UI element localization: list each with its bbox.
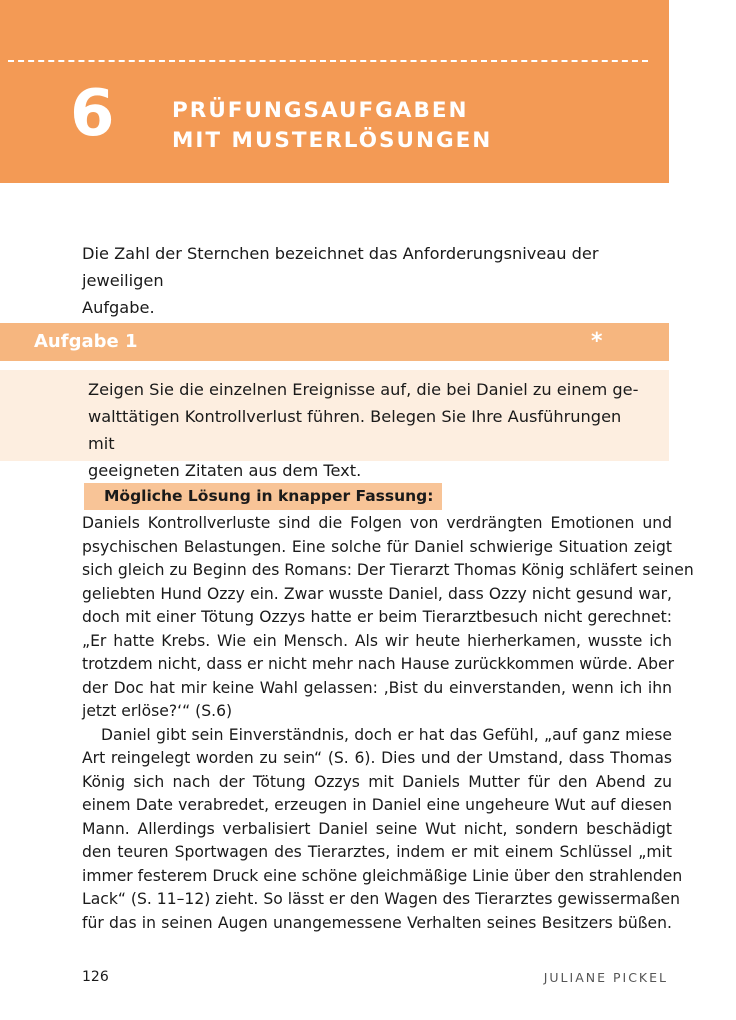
page-number: 126 bbox=[82, 969, 109, 985]
solution-label: Mögliche Lösung in knapper Fassung: bbox=[84, 483, 442, 510]
text-line: Mann. Allerdings verbalisiert Daniel seine Wut nicht, sondern beschädigt bbox=[82, 819, 672, 838]
text-line: „Er hatte Krebs. Wie ein Mensch. Als wir heute hierherkamen, wusste ich bbox=[82, 631, 672, 650]
intro-line: Die Zahl der Sternchen bezeichnet das Anforderungsniveau der jeweiligen bbox=[82, 244, 599, 290]
chapter-number: 6 bbox=[70, 77, 115, 151]
text-line: jetzt erlöse?‘“ (S.6) bbox=[82, 702, 233, 720]
task-heading-bar bbox=[0, 323, 669, 361]
chapter-title-line: MIT MUSTERLÖSUNGEN bbox=[172, 128, 493, 153]
chapter-header bbox=[0, 0, 669, 183]
text-line: sich gleich zu Beginn des Romans: Der Tierarzt Thomas König schläfert seinen bbox=[82, 561, 694, 579]
task-line: geeigneten Zitaten aus dem Text. bbox=[88, 461, 362, 480]
difficulty-star: * bbox=[591, 329, 603, 354]
text-line: geliebten Hund Ozzy ein. Zwar wusste Daniel, dass Ozzy nicht gesund war, bbox=[82, 584, 672, 603]
text-line: für das in seinen Augen unangemessene Verhalten seines Besitzers büßen. bbox=[82, 913, 672, 932]
chapter-title bbox=[172, 96, 492, 156]
text-line: Daniel gibt sein Einverständnis, doch er hat das Gefühl, „auf ganz miese bbox=[101, 725, 672, 744]
text-line: Daniels Kontrollverluste sind die Folgen von verdrängten Emotionen und bbox=[82, 514, 672, 532]
text-line: den teuren Sportwagen des Tierarztes, indem er mit einem Schlüssel „mit bbox=[82, 843, 672, 861]
task-prompt bbox=[88, 376, 648, 484]
text-line: psychischen Belastungen. Eine solche für Daniel schwierige Situation zeigt bbox=[82, 537, 672, 556]
text-line: Art reingelegt worden zu sein“ (S. 6). Dies und der Umstand, dass Thomas bbox=[82, 749, 672, 767]
text-line: doch mit einer Tötung Ozzys hatte er beim Tierarztbesuch nicht gerechnet: bbox=[82, 608, 672, 626]
text-line: der Doc hat mir keine Wahl gelassen: ‚Bist du einverstanden, wenn ich ihn bbox=[82, 678, 672, 697]
text-line: einem Date verabredet, erzeugen in Daniel eine ungeheure Wut auf diesen bbox=[82, 796, 672, 814]
text-line: König sich nach der Tötung Ozzys mit Daniels Mutter für den Abend zu bbox=[82, 772, 672, 791]
task-line: Zeigen Sie die einzelnen Ereignisse auf, die bei Daniel zu einem ge- bbox=[88, 380, 639, 399]
running-footer-author: JULIANE PICKEL bbox=[543, 970, 668, 985]
solution-text bbox=[82, 512, 694, 935]
text-line: immer festerem Druck eine schöne gleichmäßige Linie über den strahlenden bbox=[82, 866, 683, 885]
task-prompt-box bbox=[0, 370, 669, 480]
dashed-divider bbox=[8, 60, 648, 62]
chapter-title-line: PRÜFUNGSAUFGABEN bbox=[172, 98, 469, 123]
text-line: Lack“ (S. 11–12) zieht. So lässt er den Wagen des Tierarztes gewissermaßen bbox=[82, 890, 681, 908]
intro-paragraph bbox=[82, 240, 672, 321]
task-title: Aufgabe 1 bbox=[34, 331, 138, 352]
text-line: trotzdem nicht, dass er nicht mehr nach Hause zurückkommen würde. Aber bbox=[82, 655, 674, 673]
task-line: walttätigen Kontrollverlust führen. Belegen Sie Ihre Ausführungen mit bbox=[88, 407, 622, 453]
intro-line: Aufgabe. bbox=[82, 298, 155, 317]
